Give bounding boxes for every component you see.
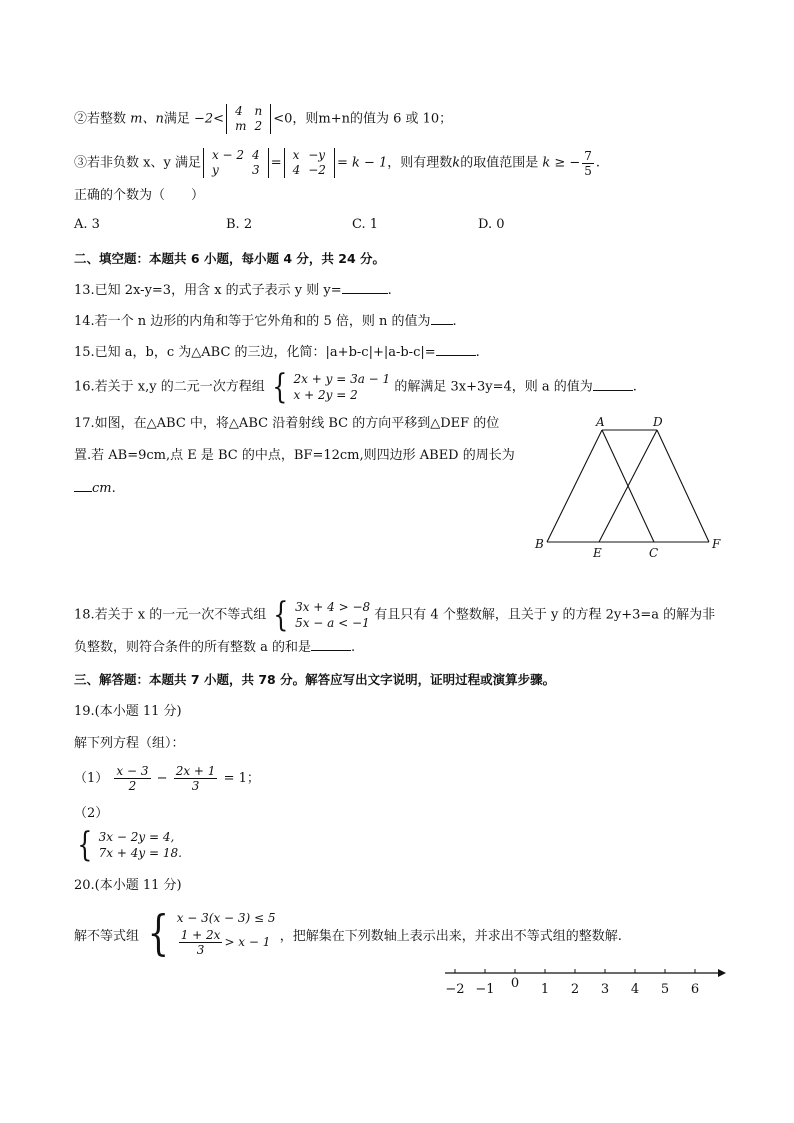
- determinant: x − 2 4 y 3: [203, 148, 269, 178]
- fraction: $\frac{1 + 2x}{3}$: [180, 928, 221, 957]
- section2-header: 二、填空题：本题共 6 小题，每小题 4 分，共 24 分。: [74, 251, 386, 266]
- label-a: A: [596, 415, 605, 429]
- q12-item2: ②若整数 m、n满足 −2< 4 n m 2 <0，则m+n的值为 6 或 10；: [74, 104, 453, 133]
- q19-instruction: 解下列方程（组）：: [74, 736, 185, 751]
- answer-blank[interactable]: [431, 311, 453, 325]
- q17-line1: 17.如图，在△ABC 中，将△ABC 沿着射线 BC 的方向平移到△DEF 的位: [74, 416, 500, 431]
- q17-line3: cm.: [74, 478, 116, 499]
- axis-tick-label: −2: [445, 982, 465, 997]
- q19-part1: （1） $\frac{x - 3}{2}$ − $\frac{2x + 1}{3}$ = 1；: [74, 764, 260, 793]
- label-e: E: [593, 546, 602, 560]
- option-c[interactable]: C. 1: [352, 217, 379, 232]
- brace-icon: {: [272, 367, 288, 407]
- q20-title: 20.(本小题 11 分): [74, 878, 182, 893]
- option-a[interactable]: A. 3: [74, 217, 100, 232]
- fraction: $\frac{x - 3}{2}$: [116, 764, 149, 793]
- equation-system: { 3x − 2y = 4, 7x + 4y = 18.: [77, 825, 182, 865]
- brace-icon: {: [77, 825, 93, 865]
- q12-question: 正确的个数为（ ）: [74, 188, 205, 203]
- label-f: F: [712, 537, 721, 551]
- question-20: 解不等式组 { x − 3(x − 3) ≤ 5 $\frac{1 + 2x}{3}$ > x − 1 ，把解集在下列数轴上表示出来，并求出不等式组的整数解.: [74, 904, 622, 961]
- question-15: 15.已知 a，b，c 为△ABC 的三边，化简：|a+b-c|+|a-b-c|= .: [74, 342, 480, 363]
- q19-part2-label: （2）: [74, 806, 109, 821]
- axis-tick-label: 3: [600, 982, 610, 997]
- question-18-line2: 负整数，则符合条件的所有整数 a 的和是 .: [74, 637, 355, 658]
- label-b: B: [535, 537, 544, 551]
- question-18: 18.若关于 x 的一元一次不等式组 { 3x + 4 > −8 5x − a < −1 有且只有 4 个整数解，且关于 y 的方程 2y+3=a 的解为非: [74, 595, 716, 635]
- answer-blank[interactable]: [593, 377, 633, 391]
- q19-title: 19.(本小题 11 分): [74, 704, 182, 719]
- axis-tick-label: 5: [660, 982, 670, 997]
- axis-tick-label: 2: [570, 982, 580, 997]
- question-14: 14.若一个 n 边形的内角和等于它外角和的 5 倍，则 n 的值为 .: [74, 311, 457, 332]
- determinant: 4 n m 2: [226, 104, 271, 134]
- fraction: $\frac{7}{5}$: [584, 148, 592, 178]
- axis-tick-label: −1: [475, 982, 495, 997]
- answer-blank[interactable]: [436, 342, 476, 356]
- equation-system: { 2x + y = 3a − 1 x + 2y = 2: [272, 367, 391, 407]
- axis-tick-label: 6: [690, 982, 700, 997]
- answer-blank[interactable]: [342, 280, 388, 294]
- inequality-system: { x − 3(x − 3) ≤ 5 $\frac{1 + 2x}{3}$ > x − 1: [147, 904, 276, 961]
- number-line[interactable]: [440, 960, 730, 1000]
- axis-tick-label: 4: [630, 982, 640, 997]
- axis-tick-label: 0: [510, 976, 520, 991]
- translation-figure: [530, 410, 730, 560]
- arrow-right-icon: [718, 969, 726, 977]
- q12-item3: ③若非负数 x、y 满足 x − 2 4 y 3 = x −y 4 −2 = k − 1，则有理数k的取值范围是 k ≥ − $\frac{7}{5}$ .: [74, 148, 601, 178]
- determinant: x −y 4 −2: [284, 148, 335, 178]
- segment-ab: [547, 430, 602, 542]
- question-16: 16.若关于 x,y 的二元一次方程组 { 2x + y = 3a − 1 x + 2y = 2 的解满足 3x+3y=4，则 a 的值为 .: [74, 367, 637, 407]
- label-c: C: [649, 546, 659, 560]
- brace-icon: {: [273, 595, 289, 635]
- brace-icon: {: [147, 904, 170, 961]
- segment-de: [599, 430, 657, 542]
- question-13: 13.已知 2x-y=3，用含 x 的式子表示 y 则 y= .: [74, 280, 392, 301]
- axis-tick-label: 1: [540, 982, 550, 997]
- fraction: $\frac{2x + 1}{3}$: [175, 764, 216, 793]
- section3-header: 三、解答题：本题共 7 小题，共 78 分。解答应写出文字说明，证明过程或演算步骤。: [74, 672, 556, 687]
- segment-df: [657, 430, 709, 542]
- q19-part2-system: [74, 825, 182, 865]
- q17-line2: 置.若 AB=9cm,点 E 是 BC 的中点，BF=12cm,则四边形 ABED 的周长为: [74, 448, 515, 463]
- label-d: D: [653, 415, 663, 429]
- answer-blank[interactable]: [74, 478, 92, 492]
- option-d[interactable]: D. 0: [478, 217, 505, 232]
- inequality-system: { 3x + 4 > −8 5x − a < −1: [273, 595, 371, 635]
- answer-blank[interactable]: [311, 637, 351, 651]
- option-b[interactable]: B. 2: [226, 217, 253, 232]
